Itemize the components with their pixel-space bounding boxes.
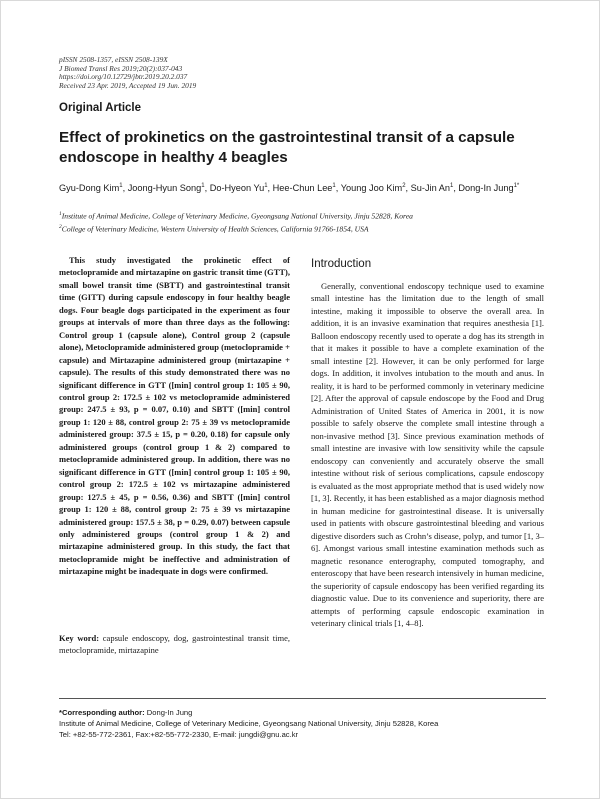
footnote-divider [59,698,546,699]
author-name [273,183,336,193]
affiliation-line [59,209,559,222]
author-name [210,183,268,193]
author-affiliation-mark: 2 [402,183,406,189]
corresponding-name: Dong-In Jung [146,708,193,717]
author-affiliation-mark: 1* [513,183,520,189]
corresponding-footnote [59,707,559,741]
affiliation-text: Institute of Animal Medicine, College of Veterinary Medicine, Gyeongsang National University, Jinju 52828, Korea [61,211,413,221]
journal-meta [59,56,359,90]
received-dates: Received 23 Apr. 2019, Accepted 19 Jun. 2019 [59,80,197,90]
affiliation-mark: 1 [59,211,62,217]
article-type: Original Article [59,102,142,114]
author-name-text: Do-Hyeon Yu [209,183,265,194]
issn-line: pISSN 2508-1357, eISSN 2508-139X [59,55,168,64]
keywords-label: Key word: [59,633,100,643]
corresponding-author-line [59,707,559,718]
corresponding-contact[interactable]: Tel: +82-55-772-2361, Fax:+82-55-772-2330, E-mail: jungdi@gnu.ac.kr [59,730,299,740]
author-name-text: Young Joo Kim [340,183,403,194]
section-heading-introduction: Introduction [311,258,372,270]
author-affiliation-mark: 1 [449,183,454,189]
author-name-text: Gyu-Dong Kim [59,183,120,194]
corresponding-label: *Corresponding author: [59,708,145,717]
paper-title: Effect of prokinetics on the gastrointestinal transit of a capsule endoscope in healthy 4 beagles [59,129,515,166]
author-affiliation-mark: 1 [201,183,205,189]
author-affiliation-mark: 1 [119,183,123,189]
author-name [59,183,123,193]
affiliation-text: College of Veterinary Medicine, Western University of Health Sciences, California 91766-1854, USA [61,224,369,234]
author-name [411,183,454,193]
author-name [341,183,406,193]
affiliation-line [59,222,559,235]
keywords-text: capsule endoscopy, dog, gastrointestinal transit time, metoclopramide, mirtazapine [59,633,291,656]
keywords [59,632,290,657]
introduction-body: Generally, conventional endoscopy technique used to examine small intestine has the limitation due to the length of small intestine, making it impossible to observe the overall area. In addition, it is an invasive examination that requires anesthesia [1]. Balloon endoscopy recently used to operate a dog has its strength in that it makes it possible to have a complete examination of the small intestine [2]. However, it can be only performed for large dogs. In addition, it involves intubation to the mouth and anus. In reality, it is hard to be performed commonly in veterinary medicine [2]. After the approval of capsule endoscope by the Food and Drug Administration of United States of America in 2001, it is now possible to safely observe the complete small intestine through a non-invasive method [3]. Since previous examination methods of small intestine are invasive with low sensitivity while the capsule endoscopy can conveniently and accurately observe the small intestine without risk of serious complications, capsule endoscopy is evaluated as the most appropriate method that is used widely now [1, 3]. Recently, it has been established as a major diagnosis method in human medicine for gastrointestinal disease. It is universally used in patients with obscure gastrointestinal bleeding and various digestive disorders such as Crohn’s disease, polyp, and tumor [1, 3–6]. Amongst various small intestine examination methods such as magnetic resonance enterography, computed tomography, and enteroscopy that have been research intensively in human medicine, the superiority of capsule endoscopy has been verified regarding its diagnostic value. Due to its convenience and superiority, there are attempts of performing capsule endoscopic examination in veterinary clinical trials [1, 4–8]. [311,281,545,629]
author-name-text: Dong-In Jung [458,183,514,194]
author-name-text: Hee-Chun Lee [272,183,333,194]
corresponding-address: Institute of Animal Medicine, College of Veterinary Medicine, Gyeongsang National University, Jinju 52828, Korea [59,719,439,729]
author-affiliation-mark: 1 [264,183,268,189]
journal-citation: J Biomed Transl Res 2019;20(2):037-043 [59,63,183,73]
affiliation-list [59,209,559,235]
author-affiliation-mark: 1 [332,183,336,189]
affiliation-mark: 2 [59,224,62,231]
doi-link[interactable]: https://doi.org/10.12729/jbtr.2019.20.2.037 [59,72,188,82]
author-list: Gyu-Dong Kim$^1$, Joong-Hyun Song$^1$, Do-Hyeon Yu$^1$, Hee-Chun Lee$^1$, Young Joo Kim$^2$, Su-Jin An$^1$, Dong-In Jung$^{1*}$ [59,183,520,194]
abstract-text: This study investigated the prokinetic effect of metoclopramide and mirtazapine on gastric transit time (GTT), small bowel transit time (SBTT) and gastrointestinal transit time (GITT) during capsule endoscopy in four healthy beagle dogs. Four beagle dogs participated in the experiment as four groups at intervals of more than three days as the following: Control group 1 (capsule alone), Control group 2 (capsule alone), Metoclopramide administered group (metoclopramide + capsule) and Mirtazapine administered group (mirtazapine + capsule). The results of this study demonstrated there was no significant difference in GTT ([min] control group 1: 105 ± 90, control group 2: 172.5 ± 102 vs metoclopramide administered group: 247.5 ± 93, p = 0.07, 0.10) and SBTT ([min] control group 1: 120 ± 88, control group 2: 75 ± 39 vs metoclopramide administered group: 37.5 ± 15, p = 0.20, 0.18) for capsule only administered groups (control group 1 & 2) compared to metoclopramide administered group. In addition, there was no significant difference in GTT ([min] control group 1: 105 ± 90, control group 2: 172.5 ± 102 vs mirtazapine administered group: 127.5 ± 45, p = 0.56, 0.36) and SBTT ([min] control group 1: 120 ± 88, control group 2: 75 ± 39 vs mirtazapine administered group: 157.5 ± 38, p = 0.29, 0.07) between capsule only administered groups (control group 1 & 2) and mirtazapine administered group. In this study, the fact that metoclopramide might be ineffective and administration of mirtazapine might be inadequate in dogs were confirmed. [59,255,290,577]
author-name [458,183,519,193]
author-name-text: Joong-Hyun Song [127,183,202,194]
author-name-text: Su-Jin An [410,183,450,194]
author-name [128,183,205,193]
